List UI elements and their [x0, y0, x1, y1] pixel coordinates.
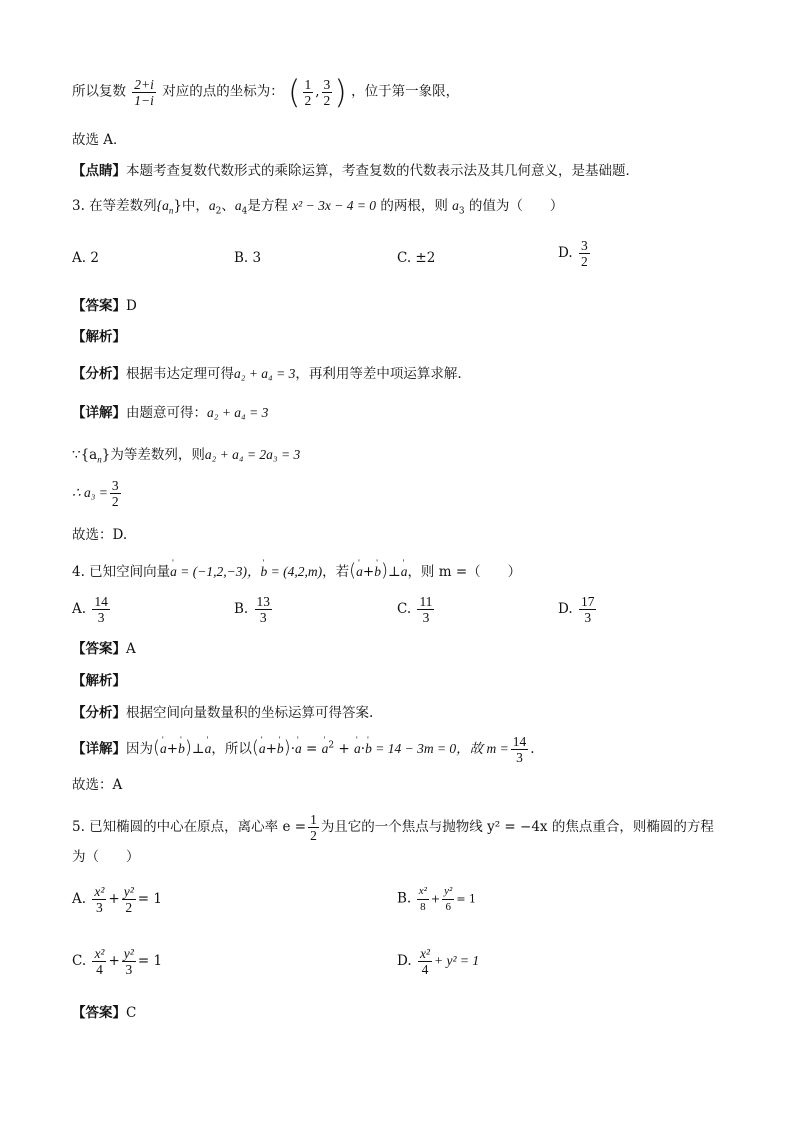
option-c: C. $\frac{\text{x²}}{4}$ + $\frac{\text{y²}}{3}$ = 1 [72, 946, 163, 977]
question-5-stem: 5. 已知椭圆的中心在原点，离心率 e = $\frac{1}{2}$ 为且它的一个焦点与抛物线 y² = −4x 的焦点重合，则椭圆的方程 [72, 812, 714, 843]
option-a: A. $\frac{14}{3}$ [72, 594, 108, 625]
option-a: A. $\frac{\text{x²}}{3}$ + $\frac{\text{y²}}{2}$ = 1 [72, 884, 162, 915]
option-c: C. $\frac{11}{3}$ [397, 594, 433, 625]
question-5-stem-cont: 为（ ） [72, 849, 140, 865]
fraction: $\frac{2+i}{1-i}$ [134, 76, 154, 108]
text-line-1: 所以复数 $\frac{2+i}{1-i}$ 对应的点的坐标为： ( $\frac{1}{2}$ , $\frac{3}{2}$ ) ，位于第一象限， [72, 73, 460, 111]
conclusion-line: 故选：A [72, 777, 123, 793]
detail-line-2: $\because\{a_n\}$为等差数列，则a₂ + a₄ = 2a₃ = 3 [72, 447, 301, 465]
option-d: D. $\frac{3}{2}$ [558, 238, 588, 269]
fraction: $\frac{1}{2}$ [304, 76, 312, 108]
question-3-stem: 3. 在等差数列$\{a_n\}$中，$a_2$、$a_4$是方程 x² − 3x − 4 = 0 的两根，则 $a_3$ 的值为（ ） [72, 198, 564, 217]
text: 对应的点的坐标为： [162, 83, 284, 100]
option-d: D. $\frac{\text{x²}}{4}$ + y² = 1 [397, 946, 480, 977]
note-line [72, 162, 639, 180]
detail-line-3: ∴ a₃ = $\frac{3}{2}$ [72, 478, 119, 509]
analysis-line: 【分析】根据空间向量数量积的坐标运算可得答案. [72, 705, 374, 721]
analysis-label: 【解析】 [72, 329, 126, 345]
option-b: B. $\frac{13}{3}$ [234, 594, 271, 625]
section-label: 【点睛】 [72, 163, 126, 179]
fraction: $\frac{3}{2}$ [323, 76, 331, 108]
option-b: B. 3 [234, 250, 262, 266]
conclusion-line: 故选：D. [72, 527, 128, 543]
text-line-2: 故选 A． [72, 132, 127, 148]
analysis-label: 【解析】 [72, 673, 126, 689]
detail-line: 【详解】由题意可得：a₂ + a₄ = 3 [72, 405, 269, 421]
analysis-line: 【分析】根据韦达定理可得a₂ + a₄ = 3，再利用等差中项运算求解. [72, 366, 462, 382]
text: ，位于第一象限， [351, 83, 460, 100]
answer-line: 【答案】A [72, 641, 136, 657]
option-a: A. 2 [72, 250, 99, 266]
question-4-stem: 4. 已知空间向量' a = (−1,2,−3)，' b = (4,2,m)，若(' a+' b)⊥' a，则 m =（ ） [72, 562, 521, 581]
option-c: C. ±2 [397, 250, 436, 266]
text: 所以复数 [72, 83, 126, 100]
detail-line: 【详解】因为(' a+' b)⊥' a，所以(' a+' b)·' a = ' $a^2$ + ' a·' b = 14 − 3m = 0，故 m = $\frac{14}{3}$ . [72, 734, 535, 765]
text: 本题考查复数代数形式的乘除运算，考查复数的代数表示法及其几何意义，是基础题． [126, 163, 639, 179]
answer-line: 【答案】C [72, 1005, 137, 1021]
option-b: B. $\frac{\text{x²}}{8}$ + $\frac{\text{y²}}{6}$ = 1 [397, 885, 477, 913]
option-d: D. $\frac{17}{3}$ [558, 594, 595, 625]
answer-line: 【答案】D [72, 298, 137, 314]
